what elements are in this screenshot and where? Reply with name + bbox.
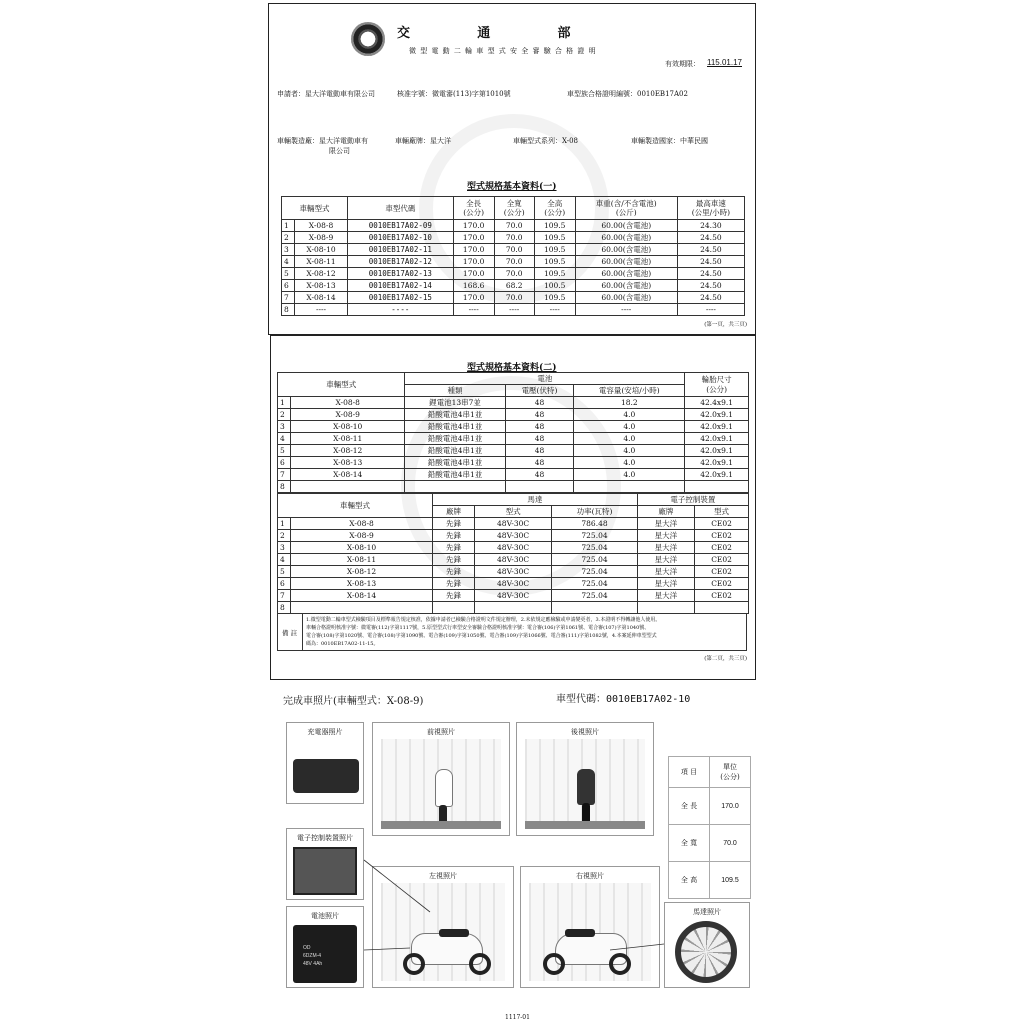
table-cell: 725.04 bbox=[552, 578, 637, 590]
table-cell: 170.0 bbox=[453, 232, 494, 244]
dim-header: 項 目 bbox=[669, 757, 710, 788]
header-cell: 型式 bbox=[474, 506, 551, 518]
remark-line: 車輛合格證明核准字號：微電審(112)字第1117號，5.原型型式行車型安全審驗合格證明核准字號：電合審(106)字第1061號、電合審(107)字第1040號、 bbox=[306, 625, 650, 631]
table-cell: 4.0 bbox=[574, 421, 685, 433]
photo-caption: 充電器照片 bbox=[307, 728, 343, 736]
photo-caption: 電池照片 bbox=[311, 912, 339, 920]
table-cell: 0010EB17A02-10 bbox=[348, 232, 454, 244]
table-cell: 48V-30C bbox=[474, 590, 551, 602]
dim-label: 全 長 bbox=[669, 788, 710, 825]
table-cell: 786.48 bbox=[552, 518, 637, 530]
table-cell: 725.04 bbox=[552, 554, 637, 566]
header-cell: 車輛型式 bbox=[278, 373, 405, 397]
table-row bbox=[669, 825, 751, 862]
row-number-cell: 7 bbox=[278, 590, 291, 602]
table-cell: 48 bbox=[505, 433, 574, 445]
table-cell: 24.50 bbox=[677, 280, 744, 292]
header-cell: 廠牌 bbox=[637, 506, 694, 518]
table-cell: X-08-11 bbox=[291, 554, 433, 566]
table-cell: 鉛酸電池4串1並 bbox=[405, 445, 505, 457]
header-cell: 最高車速 (公里/小時) bbox=[677, 197, 744, 220]
table-cell: 鉛酸電池4串1並 bbox=[405, 409, 505, 421]
table-cell: ---- bbox=[295, 304, 348, 316]
table-cell: 24.50 bbox=[677, 244, 744, 256]
table-cell: 48V-30C bbox=[474, 542, 551, 554]
certificate-title: 微 型 電 動 二 輪 車 型 式 安 全 審 驗 合 格 證 明 bbox=[409, 47, 597, 55]
table-cell: 725.04 bbox=[552, 566, 637, 578]
table-cell: X-08-13 bbox=[295, 280, 348, 292]
remarks-label: 備 註 bbox=[282, 629, 298, 637]
dimension-table bbox=[668, 756, 751, 899]
table-cell: CE02 bbox=[695, 518, 749, 530]
page-note: (第一頁，共三頁) bbox=[704, 322, 747, 328]
photo-caption: 電子控制裝置照片 bbox=[297, 834, 353, 842]
page-footer: 1117-01 bbox=[505, 1014, 530, 1021]
photo-caption: 左視照片 bbox=[429, 872, 457, 880]
brand: 車輛廠牌：星大洋 bbox=[395, 137, 451, 145]
table-cell: 48V-30C bbox=[474, 518, 551, 530]
table-cell: 星大洋 bbox=[637, 542, 694, 554]
table-cell: 60.00(含電池) bbox=[575, 220, 677, 232]
photo-section-heading: 完成車照片(車輛型式：X-08-9) bbox=[283, 696, 424, 707]
valid-label: 有效期限： bbox=[665, 60, 700, 68]
table-cell: 0010EB17A02-14 bbox=[348, 280, 454, 292]
header-cell: 輪胎尺寸 (公分) bbox=[685, 373, 749, 397]
table-cell: 0010EB17A02-09 bbox=[348, 220, 454, 232]
table-cell: 48 bbox=[505, 397, 574, 409]
table-cell: 42.0x9.1 bbox=[685, 409, 749, 421]
table-cell: 60.00(含電池) bbox=[575, 268, 677, 280]
table-cell: X-08-8 bbox=[291, 518, 433, 530]
table-cell: 170.0 bbox=[453, 256, 494, 268]
row-number-cell: 3 bbox=[282, 244, 295, 256]
photo-caption: 右視照片 bbox=[576, 872, 604, 880]
table-cell: 星大洋 bbox=[637, 566, 694, 578]
remark-line: 碼為：0010EB17A02-11-15。 bbox=[306, 641, 379, 647]
table-cell: 0010EB17A02-12 bbox=[348, 256, 454, 268]
table-cell: 170.0 bbox=[453, 244, 494, 256]
table-cell: 鉛酸電池4串1並 bbox=[405, 469, 505, 481]
table-row bbox=[669, 788, 751, 825]
table-cell: 4.0 bbox=[574, 409, 685, 421]
table-cell: 109.5 bbox=[534, 232, 575, 244]
row-number-cell: 3 bbox=[278, 542, 291, 554]
table-cell: 48 bbox=[505, 469, 574, 481]
table-cell: X-08-10 bbox=[291, 421, 405, 433]
dim-label: 全 高 bbox=[669, 862, 710, 899]
remark-line: 1.微型電動二輪車型式檢驗項目及標準報告規定核准，依據申請者已檢驗合格證明文件規定辦理，2.未依規定應檢驗或申請變更者，3.本證明不得轉讓他人使用。 bbox=[306, 617, 661, 623]
header-cell: 廠牌 bbox=[433, 506, 475, 518]
table-cell: 星大洋 bbox=[637, 518, 694, 530]
table-cell: 0010EB17A02-15 bbox=[348, 292, 454, 304]
applicant: 申請者：星大洋電動車有限公司 bbox=[277, 90, 375, 98]
manufacturer-cont: 限公司 bbox=[329, 147, 350, 155]
table-cell: 70.0 bbox=[494, 268, 534, 280]
table-cell: 鉛酸電池4串1並 bbox=[405, 433, 505, 445]
table-cell: 先鋒 bbox=[433, 530, 475, 542]
table-cell: 42.4x9.1 bbox=[685, 397, 749, 409]
dim-value: 70.0 bbox=[710, 825, 751, 862]
header-cell: 全長 (公分) bbox=[453, 197, 494, 220]
row-number-cell: 2 bbox=[282, 232, 295, 244]
header-cell: 電容量(安培/小時) bbox=[574, 385, 685, 397]
table-row bbox=[669, 862, 751, 899]
table-cell: 先鋒 bbox=[433, 578, 475, 590]
table-cell: X-08-9 bbox=[295, 232, 348, 244]
vehicle-code: 車型代碼：0010EB17A02-10 bbox=[556, 694, 691, 705]
table-row bbox=[669, 757, 751, 788]
table-cell: 4.0 bbox=[574, 433, 685, 445]
table-cell: 48V-30C bbox=[474, 566, 551, 578]
row-number-cell: 5 bbox=[278, 445, 291, 457]
table-cell: 48 bbox=[505, 445, 574, 457]
header-cell: 馬達 bbox=[433, 494, 638, 506]
table-cell: 70.0 bbox=[494, 232, 534, 244]
row-number-cell: 6 bbox=[278, 578, 291, 590]
table-cell: 4.0 bbox=[574, 457, 685, 469]
table-cell: 先鋒 bbox=[433, 566, 475, 578]
table-cell: 24.50 bbox=[677, 268, 744, 280]
row-number-cell: 2 bbox=[278, 530, 291, 542]
table-cell: 170.0 bbox=[453, 292, 494, 304]
table-cell: 48V-30C bbox=[474, 578, 551, 590]
table-cell: 170.0 bbox=[453, 220, 494, 232]
table-cell: 24.50 bbox=[677, 292, 744, 304]
header-cell: 電壓(伏特) bbox=[505, 385, 574, 397]
table-cell: 60.00(含電池) bbox=[575, 244, 677, 256]
dim-value: 109.5 bbox=[710, 862, 751, 899]
table-cell: 60.00(含電池) bbox=[575, 232, 677, 244]
battery-label: 48V 4Ah bbox=[303, 961, 323, 967]
header-cell: 電子控制裝置 bbox=[637, 494, 748, 506]
header-cell: 車重(含/不含電池) (公斤) bbox=[575, 197, 677, 220]
table-cell: X-08-10 bbox=[291, 542, 433, 554]
table-cell: 24.50 bbox=[677, 256, 744, 268]
table-cell: 48V-30C bbox=[474, 530, 551, 542]
row-number-cell: 5 bbox=[278, 566, 291, 578]
table-cell: 42.0x9.1 bbox=[685, 433, 749, 445]
table-cell: CE02 bbox=[695, 542, 749, 554]
header-cell: 車型代碼 bbox=[348, 197, 454, 220]
table-cell: CE02 bbox=[695, 578, 749, 590]
row-number-cell: 6 bbox=[278, 457, 291, 469]
table-cell: 鉛酸電池4串1並 bbox=[405, 457, 505, 469]
table-cell: 42.0x9.1 bbox=[685, 457, 749, 469]
spec-table-2-title: 型式規格基本資料(二) bbox=[467, 363, 557, 373]
header-cell: 功率(瓦特) bbox=[552, 506, 637, 518]
table-cell: 70.0 bbox=[494, 256, 534, 268]
table-cell: 星大洋 bbox=[637, 530, 694, 542]
table-cell: X-08-10 bbox=[295, 244, 348, 256]
battery-label: 6DZM-4 bbox=[303, 953, 322, 959]
table-cell: 星大洋 bbox=[637, 554, 694, 566]
table-cell: 725.04 bbox=[552, 590, 637, 602]
table-cell: 0010EB17A02-13 bbox=[348, 268, 454, 280]
table-cell: 48 bbox=[505, 409, 574, 421]
approval-number: 核准字號：微電審(113)字第1010號 bbox=[397, 90, 511, 98]
table-cell: ---- bbox=[348, 304, 454, 316]
table-cell: 48 bbox=[505, 421, 574, 433]
table-cell: CE02 bbox=[695, 530, 749, 542]
header-cell: 種類 bbox=[405, 385, 505, 397]
table-cell: 70.0 bbox=[494, 244, 534, 256]
table-cell: X-08-14 bbox=[295, 292, 348, 304]
table-cell: X-08-13 bbox=[291, 578, 433, 590]
table-cell: 109.5 bbox=[534, 220, 575, 232]
table-cell: 先鋒 bbox=[433, 542, 475, 554]
table-cell: 42.0x9.1 bbox=[685, 469, 749, 481]
row-number-cell: 5 bbox=[282, 268, 295, 280]
header-cell: 車輛型式 bbox=[282, 197, 348, 220]
row-number-cell: 4 bbox=[282, 256, 295, 268]
table-cell: 48 bbox=[505, 457, 574, 469]
table-cell: 星大洋 bbox=[637, 578, 694, 590]
row-number-cell: 7 bbox=[282, 292, 295, 304]
table-cell: 0010EB17A02-11 bbox=[348, 244, 454, 256]
row-number-cell: 1 bbox=[278, 518, 291, 530]
table-cell: CE02 bbox=[695, 590, 749, 602]
table-cell: 42.0x9.1 bbox=[685, 445, 749, 457]
row-number-cell: 1 bbox=[282, 220, 295, 232]
table-cell: X-08-13 bbox=[291, 457, 405, 469]
table-cell: 109.5 bbox=[534, 292, 575, 304]
table-cell: X-08-12 bbox=[291, 566, 433, 578]
table-cell: 鋰電池13串7並 bbox=[405, 397, 505, 409]
row-number-cell: 2 bbox=[278, 409, 291, 421]
header-cell: 型式 bbox=[695, 506, 749, 518]
table-cell: X-08-11 bbox=[291, 433, 405, 445]
table-cell: ---- bbox=[575, 304, 677, 316]
table-cell: 70.0 bbox=[494, 220, 534, 232]
table-cell: X-08-9 bbox=[291, 409, 405, 421]
row-number-cell: 8 bbox=[282, 304, 295, 316]
country: 車輛製造國家：中華民國 bbox=[631, 137, 708, 145]
battery-label: OD bbox=[303, 945, 311, 951]
table-cell: 4.0 bbox=[574, 469, 685, 481]
table-cell: 先鋒 bbox=[433, 518, 475, 530]
table-cell: 先鋒 bbox=[433, 554, 475, 566]
header-cell: 全寬 (公分) bbox=[494, 197, 534, 220]
table-cell: 42.0x9.1 bbox=[685, 421, 749, 433]
series: 車輛型式系列：X-08 bbox=[513, 137, 579, 145]
table-cell: 星大洋 bbox=[637, 590, 694, 602]
header-cell: 電池 bbox=[405, 373, 685, 385]
dim-label: 全 寬 bbox=[669, 825, 710, 862]
table-cell: X-08-8 bbox=[295, 220, 348, 232]
table-cell: 100.5 bbox=[534, 280, 575, 292]
valid-date: 115.01.17 bbox=[707, 58, 742, 67]
table-cell: 18.2 bbox=[574, 397, 685, 409]
table-cell: 60.00(含電池) bbox=[575, 256, 677, 268]
photo-caption: 後視照片 bbox=[571, 728, 599, 736]
table-cell: 725.04 bbox=[552, 542, 637, 554]
table-cell: 60.00(含電池) bbox=[575, 292, 677, 304]
photo-caption: 馬達照片 bbox=[693, 908, 721, 916]
table-cell: 24.50 bbox=[677, 232, 744, 244]
table-cell: X-08-9 bbox=[291, 530, 433, 542]
table-cell: X-08-14 bbox=[291, 469, 405, 481]
dim-header: 單位 (公分) bbox=[710, 757, 751, 788]
certificate-number: 車型族合格證明編號：0010EB17A02 bbox=[567, 90, 688, 98]
header-cell: 全高 (公分) bbox=[534, 197, 575, 220]
table-cell: X-08-12 bbox=[295, 268, 348, 280]
row-number-cell: 3 bbox=[278, 421, 291, 433]
dim-value: 170.0 bbox=[710, 788, 751, 825]
table-cell: CE02 bbox=[695, 566, 749, 578]
row-number-cell: 8 bbox=[278, 602, 291, 614]
header-cell: 車輛型式 bbox=[278, 494, 433, 518]
table-cell: X-08-14 bbox=[291, 590, 433, 602]
table-cell: 24.30 bbox=[677, 220, 744, 232]
table-cell: 48V-30C bbox=[474, 554, 551, 566]
table-cell: 109.5 bbox=[534, 244, 575, 256]
table-cell: 先鋒 bbox=[433, 590, 475, 602]
table-cell: ---- bbox=[453, 304, 494, 316]
table-cell: 109.5 bbox=[534, 256, 575, 268]
table-cell: 70.0 bbox=[494, 292, 534, 304]
row-number-cell: 1 bbox=[278, 397, 291, 409]
table-cell: X-08-12 bbox=[291, 445, 405, 457]
row-number-cell: 7 bbox=[278, 469, 291, 481]
table-cell: 68.2 bbox=[494, 280, 534, 292]
spec-table-1-title: 型式規格基本資料(一) bbox=[467, 182, 557, 192]
table-cell: 60.00(含電池) bbox=[575, 280, 677, 292]
remark-line: 電合審(108)字第1020號、電合審(108)字第1090號、電合審(109)字第1050號、電合審(109)字第1066號、電合審(111)字第1082號，4.本案延伸車型型式 bbox=[306, 633, 657, 639]
table-cell: 168.6 bbox=[453, 280, 494, 292]
table-cell: CE02 bbox=[695, 554, 749, 566]
table-cell: 170.0 bbox=[453, 268, 494, 280]
ministry-name: 交 通 部 bbox=[397, 26, 573, 41]
table-cell: X-08-11 bbox=[295, 256, 348, 268]
table-cell: 鉛酸電池4串1並 bbox=[405, 421, 505, 433]
page-note: (第二頁，共三頁) bbox=[704, 656, 747, 662]
manufacturer: 車輛製造廠：星大洋電動車有 bbox=[277, 137, 368, 145]
table-cell: X-08-8 bbox=[291, 397, 405, 409]
table-cell: 725.04 bbox=[552, 530, 637, 542]
table-cell: ---- bbox=[494, 304, 534, 316]
row-number-cell: 4 bbox=[278, 554, 291, 566]
table-cell: 109.5 bbox=[534, 268, 575, 280]
row-number-cell: 8 bbox=[278, 481, 291, 493]
table-cell: ---- bbox=[677, 304, 744, 316]
table-cell: ---- bbox=[534, 304, 575, 316]
row-number-cell: 4 bbox=[278, 433, 291, 445]
photo-caption: 前視照片 bbox=[427, 728, 455, 736]
row-number-cell: 6 bbox=[282, 280, 295, 292]
table-cell: 4.0 bbox=[574, 445, 685, 457]
